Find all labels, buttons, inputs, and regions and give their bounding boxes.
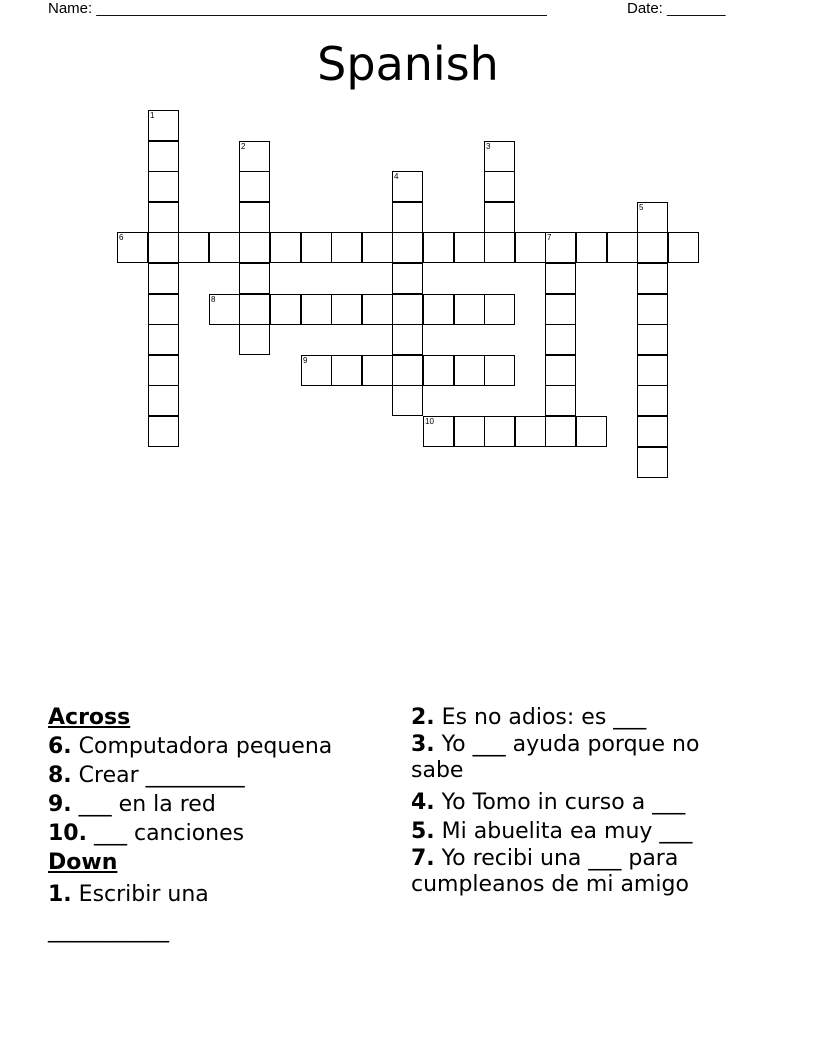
clues-right-column [411, 703, 751, 902]
crossword-cell[interactable] [484, 294, 515, 325]
clue-number: 3. [411, 732, 435, 757]
crossword-cell[interactable] [148, 385, 179, 416]
crossword-cell[interactable] [392, 355, 423, 386]
crossword-cell[interactable] [484, 141, 515, 172]
clue-text: ___ canciones [86, 821, 245, 846]
date-field: Date: _______ [627, 0, 726, 17]
crossword-grid [0, 0, 816, 500]
crossword-cell[interactable] [637, 263, 668, 294]
down-clue-1 [48, 877, 288, 949]
crossword-cell[interactable] [392, 263, 423, 294]
across-clue-8 [48, 761, 378, 790]
clue-number: 8. [48, 763, 72, 788]
crossword-cell[interactable] [117, 232, 148, 263]
crossword-cell[interactable] [301, 232, 332, 263]
crossword-cell[interactable] [270, 294, 301, 325]
crossword-cell[interactable] [423, 416, 454, 447]
crossword-cell[interactable] [484, 171, 515, 202]
clue-number: 4. [411, 790, 435, 815]
crossword-cell[interactable] [484, 202, 515, 233]
crossword-cell[interactable] [362, 294, 393, 325]
crossword-cell[interactable] [148, 202, 179, 233]
crossword-cell[interactable] [545, 416, 576, 447]
page-title: Spanish [317, 37, 499, 91]
crossword-cell[interactable] [423, 355, 454, 386]
crossword-cell[interactable] [331, 232, 362, 263]
cell-number: 8 [211, 295, 216, 304]
crossword-cell[interactable] [148, 141, 179, 172]
crossword-cell[interactable] [392, 232, 423, 263]
clue-number: 1. [48, 882, 72, 907]
down-heading: Down [48, 850, 118, 875]
crossword-cell[interactable] [515, 232, 546, 263]
crossword-cell[interactable] [484, 355, 515, 386]
clue-number: 10. [48, 821, 87, 846]
crossword-cell[interactable] [637, 324, 668, 355]
crossword-cell[interactable] [392, 385, 423, 416]
down-clue-2 [411, 703, 751, 732]
crossword-cell[interactable] [637, 294, 668, 325]
crossword-cell[interactable] [148, 355, 179, 386]
crossword-cell[interactable] [148, 110, 179, 141]
crossword-cell[interactable] [454, 294, 485, 325]
crossword-cell[interactable] [239, 171, 270, 202]
cell-number: 7 [547, 233, 552, 242]
clue-text: Yo Tomo in curso a ___ [434, 790, 686, 815]
crossword-cell[interactable] [239, 263, 270, 294]
crossword-cell[interactable] [392, 202, 423, 233]
crossword-cell[interactable] [331, 355, 362, 386]
cell-number: 9 [303, 356, 308, 365]
cell-number: 4 [394, 172, 399, 181]
crossword-cell[interactable] [545, 385, 576, 416]
clue-number: 5. [411, 819, 435, 844]
crossword-cell[interactable] [362, 232, 393, 263]
across-clue-6 [48, 732, 378, 761]
clue-text: Escribir una ___________ [48, 882, 209, 943]
crossword-cell[interactable] [545, 355, 576, 386]
crossword-cell[interactable] [545, 294, 576, 325]
crossword-cell[interactable] [637, 385, 668, 416]
crossword-cell[interactable] [484, 232, 515, 263]
clue-number: 7. [411, 846, 435, 871]
cell-number: 3 [486, 142, 491, 151]
crossword-cell[interactable] [637, 416, 668, 447]
clue-number: 6. [48, 734, 72, 759]
across-heading: Across [48, 705, 131, 730]
crossword-cell[interactable] [545, 232, 576, 263]
crossword-cell[interactable] [454, 355, 485, 386]
crossword-cell[interactable] [270, 232, 301, 263]
crossword-cell[interactable] [148, 324, 179, 355]
clue-text: Yo recibi una ___ para cumpleanos de mi amigo [411, 846, 689, 897]
crossword-cell[interactable] [545, 324, 576, 355]
crossword-cell[interactable] [637, 202, 668, 233]
crossword-cell[interactable] [484, 416, 515, 447]
clue-text: Crear _________ [71, 763, 245, 788]
crossword-cell[interactable] [423, 232, 454, 263]
clue-text: Computadora pequena [71, 734, 333, 759]
crossword-cell[interactable] [607, 232, 638, 263]
crossword-cell[interactable] [545, 263, 576, 294]
crossword-cell[interactable] [148, 294, 179, 325]
clue-text: Mi abuelita ea muy ___ [434, 819, 693, 844]
crossword-cell[interactable] [576, 416, 607, 447]
crossword-cell[interactable] [637, 447, 668, 478]
crossword-cell[interactable] [301, 294, 332, 325]
name-field: Name: ______________________________________________________ [48, 0, 547, 17]
crossword-cell[interactable] [148, 171, 179, 202]
crossword-cell[interactable] [392, 171, 423, 202]
cell-number: 5 [639, 203, 644, 212]
down-clue-4 [411, 788, 751, 817]
crossword-cell[interactable] [637, 232, 668, 263]
crossword-cell[interactable] [239, 202, 270, 233]
across-clue-10 [48, 819, 378, 848]
down-clue-3 [411, 732, 751, 784]
across-clue-9 [48, 790, 378, 819]
clues-left-column [48, 703, 378, 949]
crossword-cell[interactable] [239, 324, 270, 355]
clue-text: Yo ___ ayuda porque no sabe [411, 732, 700, 783]
down-clue-5 [411, 817, 751, 846]
crossword-cell[interactable] [392, 324, 423, 355]
cell-number: 1 [150, 111, 155, 120]
crossword-cell[interactable] [148, 416, 179, 447]
crossword-cell[interactable] [454, 416, 485, 447]
clue-text: Es no adios: es ___ [434, 705, 647, 730]
crossword-cell[interactable] [576, 232, 607, 263]
crossword-cell[interactable] [637, 355, 668, 386]
crossword-cell[interactable] [239, 232, 270, 263]
crossword-cell[interactable] [239, 294, 270, 325]
clue-text: ___ en la red [71, 792, 216, 817]
crossword-cell[interactable] [148, 263, 179, 294]
down-clue-7 [411, 846, 751, 898]
crossword-cell[interactable] [301, 355, 332, 386]
crossword-cell[interactable] [178, 232, 209, 263]
crossword-cell[interactable] [515, 416, 546, 447]
cell-number: 6 [119, 233, 124, 242]
crossword-cell[interactable] [392, 294, 423, 325]
crossword-cell[interactable] [239, 141, 270, 172]
crossword-cell[interactable] [362, 355, 393, 386]
clue-number: 9. [48, 792, 72, 817]
crossword-cell[interactable] [454, 232, 485, 263]
crossword-cell[interactable] [209, 294, 240, 325]
crossword-cell[interactable] [423, 294, 454, 325]
crossword-cell[interactable] [331, 294, 362, 325]
crossword-cell[interactable] [668, 232, 699, 263]
crossword-cell[interactable] [209, 232, 240, 263]
crossword-cell[interactable] [148, 232, 179, 263]
cell-number: 2 [241, 142, 246, 151]
cell-number: 10 [425, 417, 434, 426]
clue-number: 2. [411, 705, 435, 730]
